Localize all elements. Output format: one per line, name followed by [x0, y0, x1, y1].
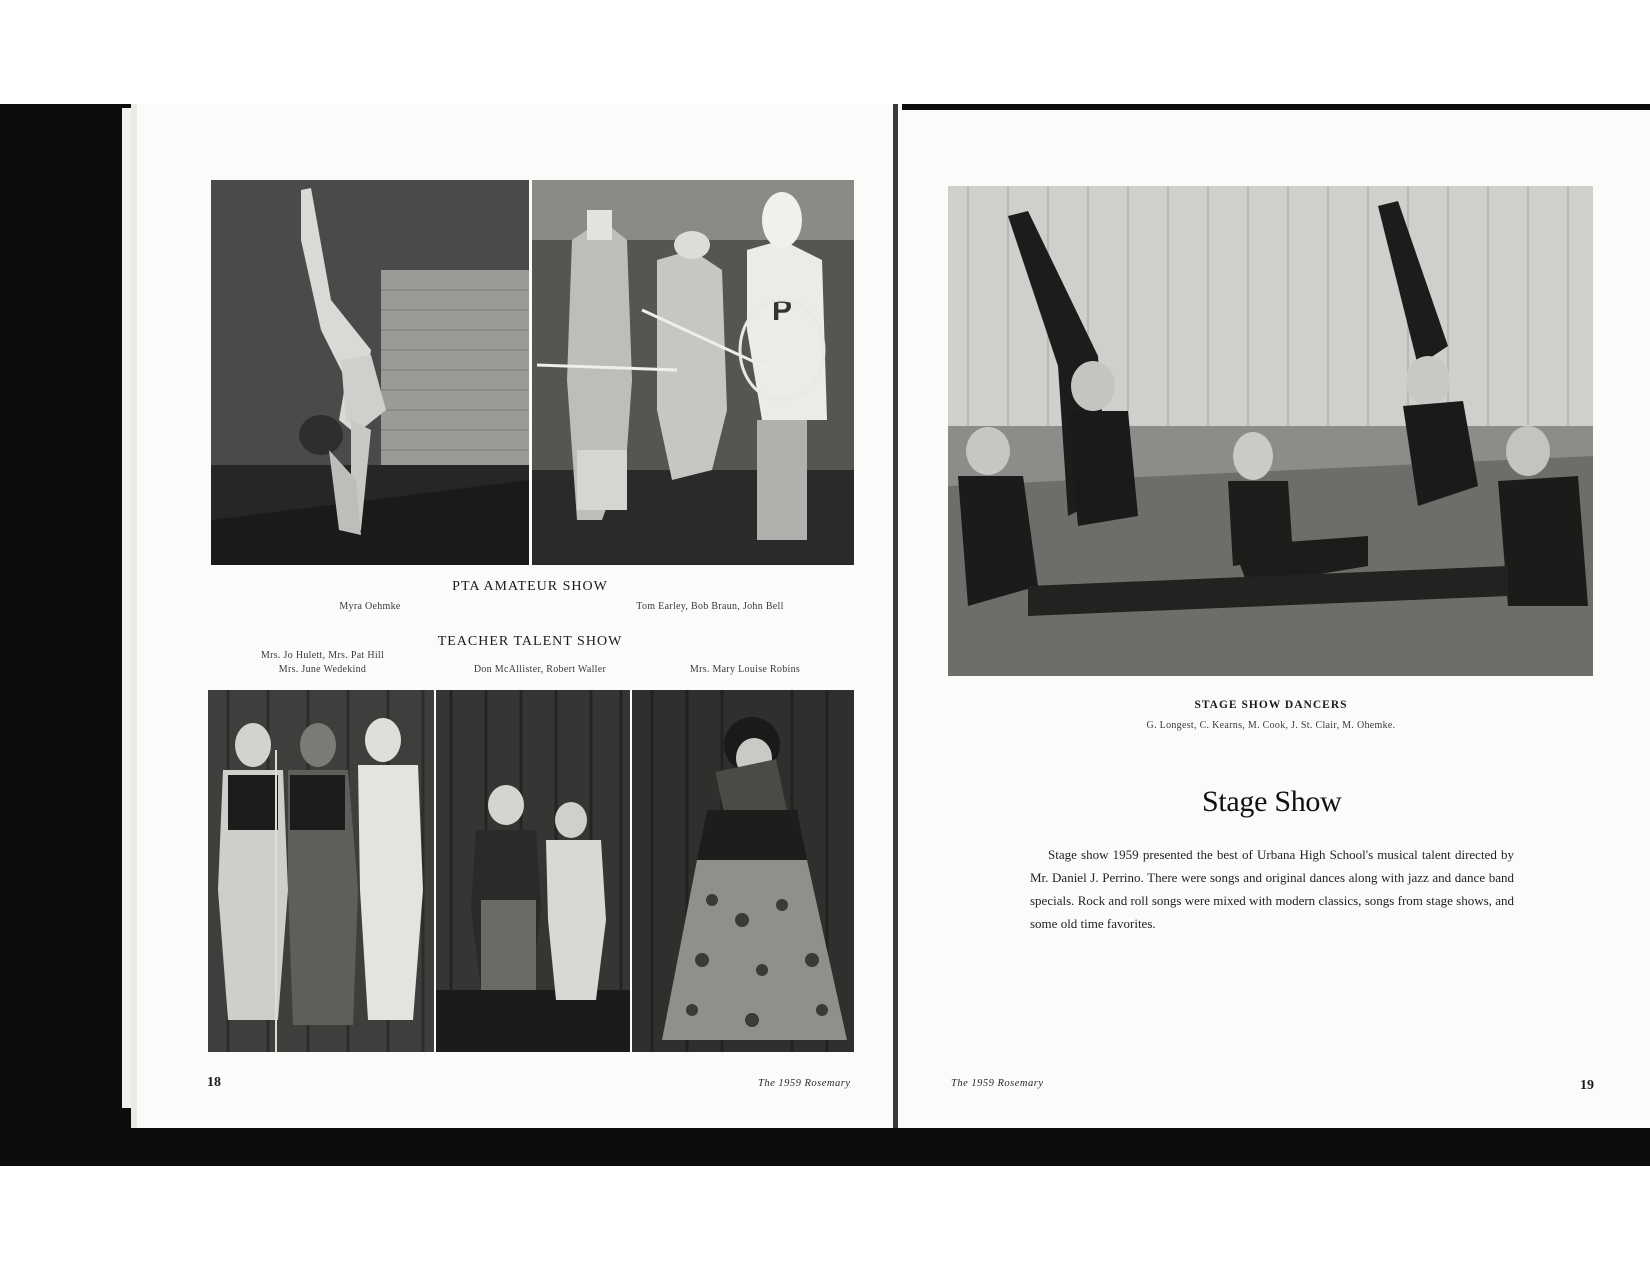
photo-singing-trio: [208, 690, 434, 1052]
stage-show-heading: Stage Show: [1202, 785, 1342, 818]
photo-reading-woman: [632, 690, 854, 1052]
running-foot-left: The 1959 Rosemary: [758, 1078, 851, 1089]
pta-caption-left: Myra Oehmke: [339, 601, 401, 612]
dancers-caption-names: G. Longest, C. Kearns, M. Cook, J. St. Clair, M. Ohemke.: [1146, 720, 1396, 731]
teacher-caption-middle: Don McAllister, Robert Waller: [473, 664, 607, 675]
photo-stage-dancers: [948, 186, 1593, 676]
teacher-caption-right: Mrs. Mary Louise Robins: [689, 664, 801, 675]
running-foot-right: The 1959 Rosemary: [951, 1078, 1044, 1089]
dancers-caption-title: STAGE SHOW DANCERS: [1194, 699, 1348, 711]
page-number-right: 19: [1580, 1078, 1594, 1093]
stage-show-body: Stage show 1959 presented the best of Urbana High School's musical talent directed by Mr. Daniel J. Perrino. There were songs and original dances along with jazz and dance band specials. Rock and roll songs were mixed with modern classics, songs from stage shows, and some old time favorites.: [1030, 847, 1514, 931]
photo-duo-skit: [436, 690, 630, 1052]
pta-show-title: PTA AMATEUR SHOW: [452, 579, 608, 594]
photo-costume-trio: [532, 180, 854, 565]
teacher-caption-left-2: Mrs. June Wedekind: [278, 664, 367, 675]
pta-caption-right: Tom Earley, Bob Braun, John Bell: [636, 601, 784, 612]
teacher-show-title: TEACHER TALENT SHOW: [437, 634, 623, 649]
teacher-caption-left-1: Mrs. Jo Hulett, Mrs. Pat Hill: [260, 650, 385, 661]
svg-text:P: P: [772, 294, 793, 327]
page-number-left: 18: [207, 1075, 221, 1090]
photo-handstand: [211, 180, 529, 565]
